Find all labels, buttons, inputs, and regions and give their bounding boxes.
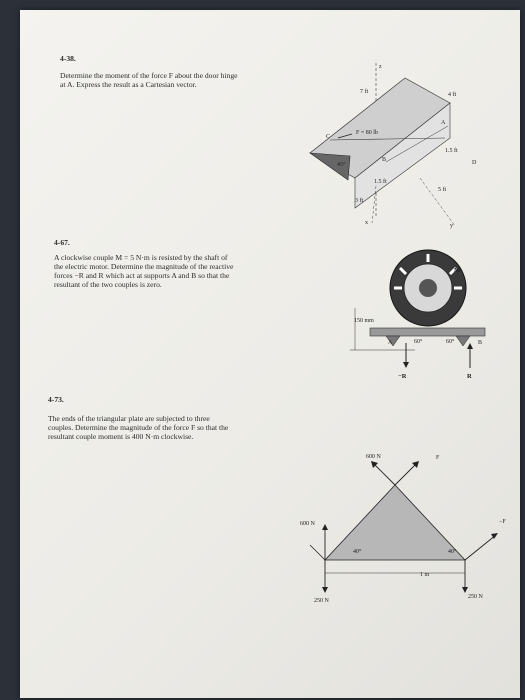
point-label: A [441,120,446,126]
angle-label: 40° [353,549,362,555]
point-label: C [326,134,331,140]
motor-figure [320,240,510,385]
force-label: −R [398,373,407,380]
problem-text-line: forces −R and R which act at supports A and B so that the [54,271,230,280]
dim-label: 3 ft [355,198,364,204]
force-label: 600 N [300,521,315,527]
triangular-plate-figure [270,445,515,605]
problem-text-line: couples. Determine the magnitude of the force F so that the [48,423,229,432]
point-label: A [388,340,393,346]
angle-label: 60° [414,339,423,345]
dim-label: 1.5 ft [374,179,387,185]
problem-text-line: A clockwise couple M = 5 N·m is resisted by the shaft of [54,253,228,262]
point-label: B [382,157,387,163]
point-label: B [478,340,483,346]
dim-label: 4 ft [448,92,457,98]
problem-text-line: at A. Express the result as a Cartesian vector. [60,80,197,89]
dim-label: 7 ft [360,89,369,95]
force-label: F = 80 lb [356,130,378,136]
problem-text-line: resultant of the two couples is zero. [54,280,162,289]
angle-label: 45° [337,162,346,168]
problem-text-line: Determine the moment of the force F about the door hinge [60,71,238,80]
force-label: R [467,373,472,380]
force-label: 600 N [366,454,381,460]
force-label: −F [499,519,506,525]
paper-sheet [20,10,520,698]
triangle-plate [325,485,465,560]
problem-text-line: The ends of the triangular plate are subjected to three [48,414,210,423]
axis-label: y [450,223,453,229]
dim-label: 150 mm [354,318,374,324]
problem-text-line: resultant couple moment is 400 N·m clockwise. [48,432,194,441]
axis-label: x [365,220,368,226]
problem-text-line: the electric motor. Determine the magnitude of the reactive [54,262,234,271]
dim-label: 5 ft [438,187,447,193]
force-label: F [436,455,440,461]
point-label: D [472,160,477,166]
force-label: 250 N [314,598,329,604]
dim-label: 1 m [420,572,430,578]
problem-number: 4-67. [54,238,70,247]
force-label: 250 N [468,594,483,600]
axis-label: z [379,64,382,70]
angle-label: 60° [446,339,455,345]
door-figure [290,58,490,238]
moment-label: M [454,267,461,274]
dim-label: 1.5 ft [445,148,458,154]
problem-number: 4-73. [48,395,64,404]
problem-number: 4-38. [60,54,76,63]
angle-label: 40° [448,549,457,555]
